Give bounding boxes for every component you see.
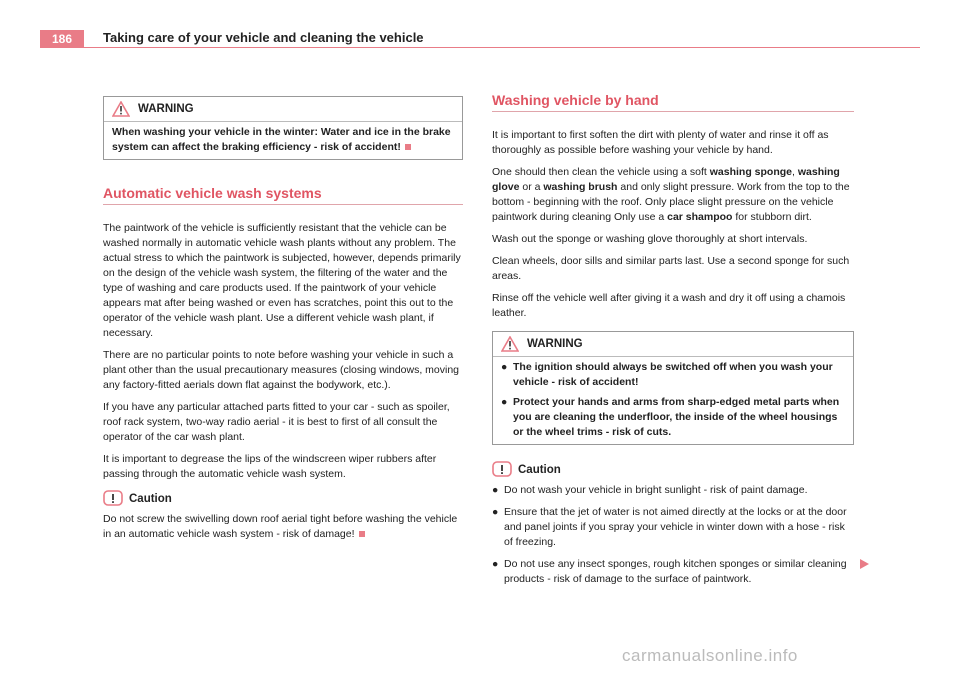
paragraph: Wash out the sponge or washing glove thoroughly at short intervals. — [492, 233, 808, 245]
caution-label: Caution — [129, 492, 172, 505]
caution-label: Caution — [518, 463, 561, 476]
warning-body — [493, 357, 853, 444]
warning-box-ignition — [492, 331, 854, 445]
warning-box-winter — [103, 96, 463, 160]
caution-item-text: Ensure that the jet of water is not aimed directly at the locks or at the door and panel joints if you spray your vehicle in winter down with a hose - risk of freezing. — [504, 506, 847, 548]
bullet-icon: ● — [501, 361, 508, 373]
warning-triangle-icon — [112, 101, 130, 117]
page-number: 186 — [40, 30, 84, 48]
right-column — [492, 93, 854, 594]
caution-text-content: Do not screw the swivelling down roof aerial tight before washing the vehicle in an automatic vehicle wash system - risk of damage! — [103, 513, 458, 540]
bullet-icon: ● — [492, 506, 499, 518]
page-header-title: Taking care of your vehicle and cleaning the vehicle — [103, 30, 424, 45]
caution-item — [492, 557, 854, 587]
warning-item-text: Protect your hands and arms from sharp-edged metal parts when you are cleaning the underfloor, the inside of the wheel housings or the wheel trims - risk of cuts. — [513, 396, 840, 438]
text-run: and only slight pressure. Work from the top to the bottom - beginning with the roof. Only place slight pressure on the vehicle paintwork during cleaning Only use a — [492, 181, 850, 223]
paragraph: It is important to first soften the dirt with plenty of water and rinse it off as thoroughly as possible before washing your vehicle by hand. — [492, 129, 829, 156]
caution-header — [103, 490, 463, 508]
warning-header — [493, 332, 853, 357]
bullet-icon: ● — [492, 558, 499, 570]
caution-item — [492, 505, 854, 550]
warning-item — [501, 395, 845, 440]
term-washing-sponge: washing sponge — [709, 166, 792, 178]
caution-item-text: Do not use any insect sponges, rough kitchen sponges or similar cleaning products - risk of damage to the surface of paintwork. — [504, 558, 847, 585]
text-run: for stubborn dirt. — [732, 211, 812, 223]
bullet-icon: ● — [492, 484, 499, 496]
bullet-icon: ● — [501, 396, 508, 408]
paragraph: There are no particular points to note before washing your vehicle in such a plant other than the usual precautionary measures (closing windows, moving any factory-fitted aerials down flat against the bodywork, etc.). — [103, 349, 460, 391]
warning-triangle-icon — [501, 336, 519, 352]
caution-item-text: Do not wash your vehicle in bright sunlight - risk of paint damage. — [504, 484, 808, 496]
section-title-automatic-wash: Automatic vehicle wash systems — [103, 186, 463, 205]
next-page-arrow-icon — [858, 558, 870, 570]
caution-item — [492, 483, 854, 498]
text-run: or a — [519, 181, 544, 193]
section-title-hand-wash: Washing vehicle by hand — [492, 93, 854, 112]
paragraph: Rinse off the vehicle well after giving it a wash and dry it off using a chamois leather. — [492, 292, 846, 319]
watermark: carmanualsonline.info — [622, 646, 798, 665]
paragraph: It is important to degrease the lips of the windscreen wiper rubbers after passing through the automatic vehicle wash system. — [103, 453, 437, 480]
paragraph: If you have any particular attached parts fitted to your car - such as spoiler, roof rack system, two-way radio aerial - it is best to first of all consult the operator of the car wash plant. — [103, 401, 450, 443]
text-run: One should then clean the vehicle using a soft — [492, 166, 710, 178]
paragraph: Clean wheels, door sills and similar parts last. Use a second sponge for such areas. — [492, 255, 850, 282]
term-washing-glove: washing glove — [492, 166, 840, 193]
warning-item-text: The ignition should always be switched off when you wash your vehicle - risk of accident! — [513, 361, 833, 388]
header-divider — [40, 47, 920, 48]
warning-label: WARNING — [138, 102, 194, 115]
paragraph: The paintwork of the vehicle is sufficiently resistant that the vehicle can be washed normally in automatic vehicle wash plants without any problem. The actual stress to which the paintwork is subjected, however, depends primarily on the design of the vehicle wash system, the filtering of the water and the type of washing and care products used. If the paintwork of your vehicle appears mat after being washed or even has scratches, point this out to the operator of the vehicle wash plant. Use a different vehicle wash plant, if necessary. — [103, 222, 461, 339]
paragraph-tools — [492, 165, 854, 225]
term-washing-brush: washing brush — [543, 181, 618, 193]
end-marker-icon — [359, 531, 365, 537]
warning-label: WARNING — [527, 337, 583, 350]
warning-header — [104, 97, 462, 122]
end-marker-icon — [405, 144, 411, 150]
warning-item — [501, 360, 845, 390]
warning-body — [104, 122, 462, 159]
caution-exclamation-icon — [103, 490, 123, 508]
text-run: , — [792, 166, 798, 178]
caution-exclamation-icon — [492, 461, 512, 479]
caution-text — [103, 512, 463, 542]
caution-header — [492, 461, 854, 479]
term-car-shampoo: car shampoo — [667, 211, 733, 223]
left-column — [103, 96, 463, 549]
warning-text: When washing your vehicle in the winter: Water and ice in the brake system can affect the braking efficiency - risk of accident! — [112, 126, 451, 153]
